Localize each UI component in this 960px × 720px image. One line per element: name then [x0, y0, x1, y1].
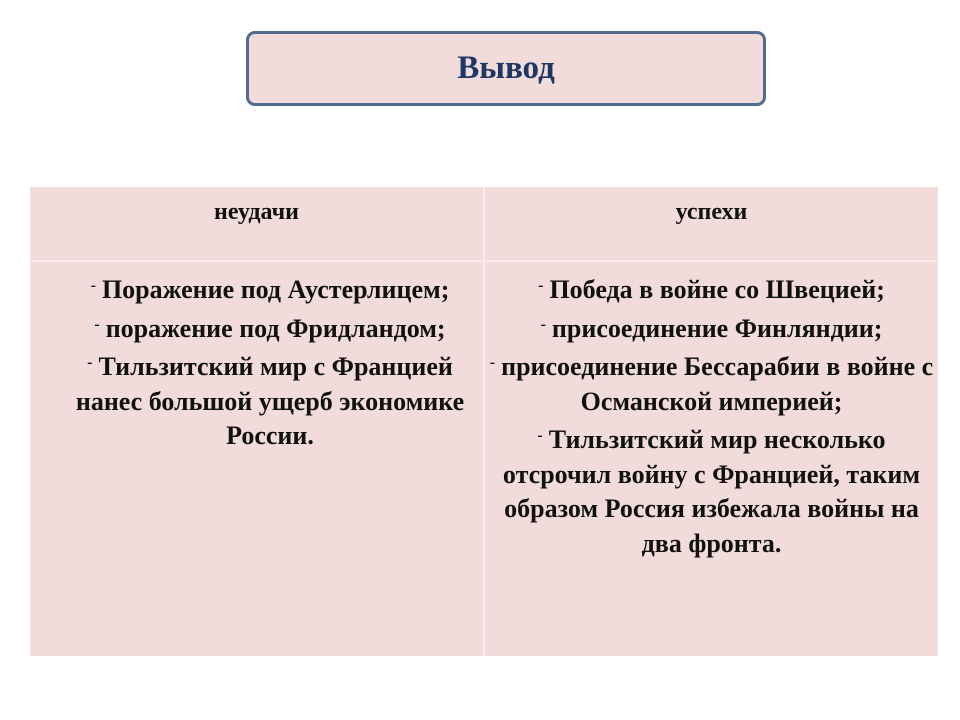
failure-text: Поражение под Аустерлицем;	[101, 275, 450, 304]
bullet-dash: -	[489, 354, 496, 371]
success-item	[488, 308, 935, 347]
success-text: присоединение Бессарабии в войне с Османской империей;	[501, 352, 934, 416]
successes-cell	[488, 269, 935, 561]
failure-text: поражение под Фридландом;	[105, 313, 446, 343]
failure-item	[60, 308, 480, 347]
slide-title: Вывод	[457, 50, 555, 86]
failures-cell	[60, 269, 480, 454]
bullet-dash: -	[90, 277, 96, 294]
success-item	[488, 419, 935, 561]
comparison-table	[30, 187, 938, 656]
bullet-dash: -	[94, 315, 100, 333]
failure-text: Тильзитский мир с Францией нанес большой ущерб экономике России.	[75, 352, 465, 450]
bullet-dash: -	[537, 427, 543, 444]
row-divider	[30, 260, 938, 262]
failure-item	[60, 346, 480, 454]
success-text: Тильзитский мир несколько отсрочил войну с Францией, таким образом Россия избежала войны на два фронта.	[502, 425, 921, 558]
header-failures: неудачи	[214, 199, 299, 225]
bullet-dash: -	[540, 315, 546, 333]
column-divider	[483, 187, 485, 656]
success-item	[488, 346, 935, 419]
bullet-dash: -	[87, 354, 93, 371]
bullet-dash: -	[538, 277, 544, 294]
success-item	[488, 269, 935, 308]
success-text: Победа в войне со Швецией;	[549, 275, 885, 304]
success-text: присоединение Финляндии;	[551, 313, 883, 343]
header-successes: успехи	[675, 199, 748, 225]
failure-item	[60, 269, 480, 308]
title-box	[246, 31, 766, 106]
